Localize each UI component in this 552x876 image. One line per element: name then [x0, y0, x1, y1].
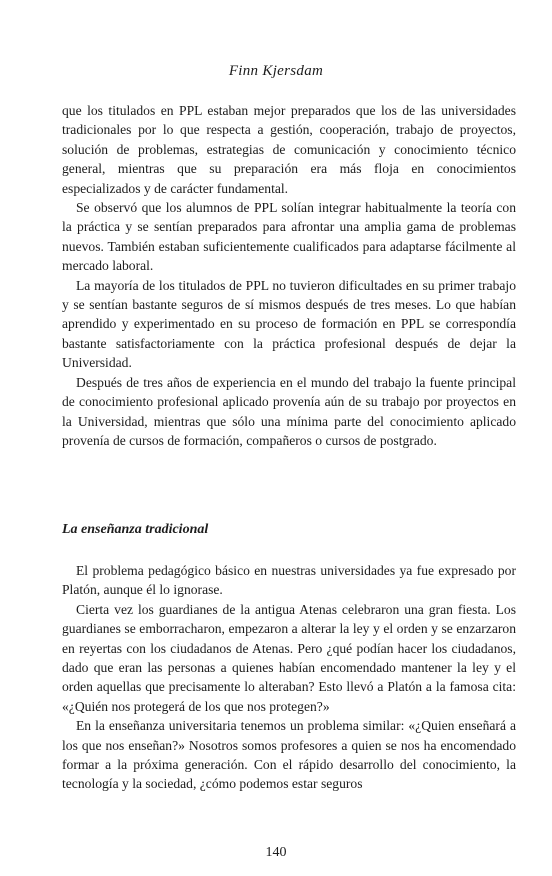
running-header: Finn Kjersdam [228, 63, 324, 79]
section-heading: La enseñanza tradicional [62, 522, 209, 537]
paragraph: que los titulados en PPL estaban mejor preparados que los de las universidades tradicionales por lo que respecta a gestión, cooperación, trabajo de proyectos, solución de problemas, estrategias de comunicación y conocimiento técnico general, mientras que su preparación era más floja en conocimientos especializados y de carácter fundamental. [62, 103, 516, 196]
section-body-traditional-teaching [62, 561, 516, 794]
paragraph: Cierta vez los guardianes de la antigua Atenas celebraron una gran fiesta. Los guardianes se emborracharon, empezaron a alterar la ley y el orden y se enzarzaron en reyertas con los ciudadanos de Atenas. Pero ¿qué podían hacer los ciudadanos, dado que eran las personas a quienes habían encomendado mantener la ley y el orden aquellas que precisamente lo alteraban? Esto llevó a Platón a la famosa cita: «¿Quién nos protegerá de los que nos protegen?» [62, 601, 516, 714]
paragraph: Se observó que los alumnos de PPL solían integrar habitualmente la teoría con la práctica y se sentían preparados para afrontar una amplia gama de problemas nuevos. También estaban suficientemente cualificados para adaptarse fácilmente al mercado laboral. [62, 200, 516, 274]
paragraph: La mayoría de los titulados de PPL no tuvieron dificultades en su primer trabajo y se sentían bastante seguros de sí mismos después de tres meses. Lo que habían aprendido y experimentado en su proceso de formación en PPL se correspondía bastante satisfactoriamente con la práctica profesional después de dejar la Universidad. [62, 277, 516, 371]
page-number: 140 [265, 845, 287, 860]
paragraph: Después de tres años de experiencia en el mundo del trabajo la fuente principal de conocimiento profesional aplicado provenía aún de su trabajo por proyectos en la Universidad, mientras que sólo una mínima parte del conocimiento aplicado provenía de cursos de formación, compañeros o cursos de postgrado. [62, 374, 516, 448]
section-body-ppl-results [62, 101, 516, 450]
paragraph: En la enseñanza universitaria tenemos un problema similar: «¿Quien enseñará a los que nos enseñan?» Nosotros somos profesores a quien se nos ha encomendado formar a la próxima generación. Con el rápido desarrollo del conocimiento, la tecnología y la sociedad, ¿cómo podemos estar seguros [62, 718, 516, 792]
paragraph: El problema pedagógico básico en nuestras universidades ya fue expresado por Platón, aunque él lo ignorase. [62, 563, 516, 598]
